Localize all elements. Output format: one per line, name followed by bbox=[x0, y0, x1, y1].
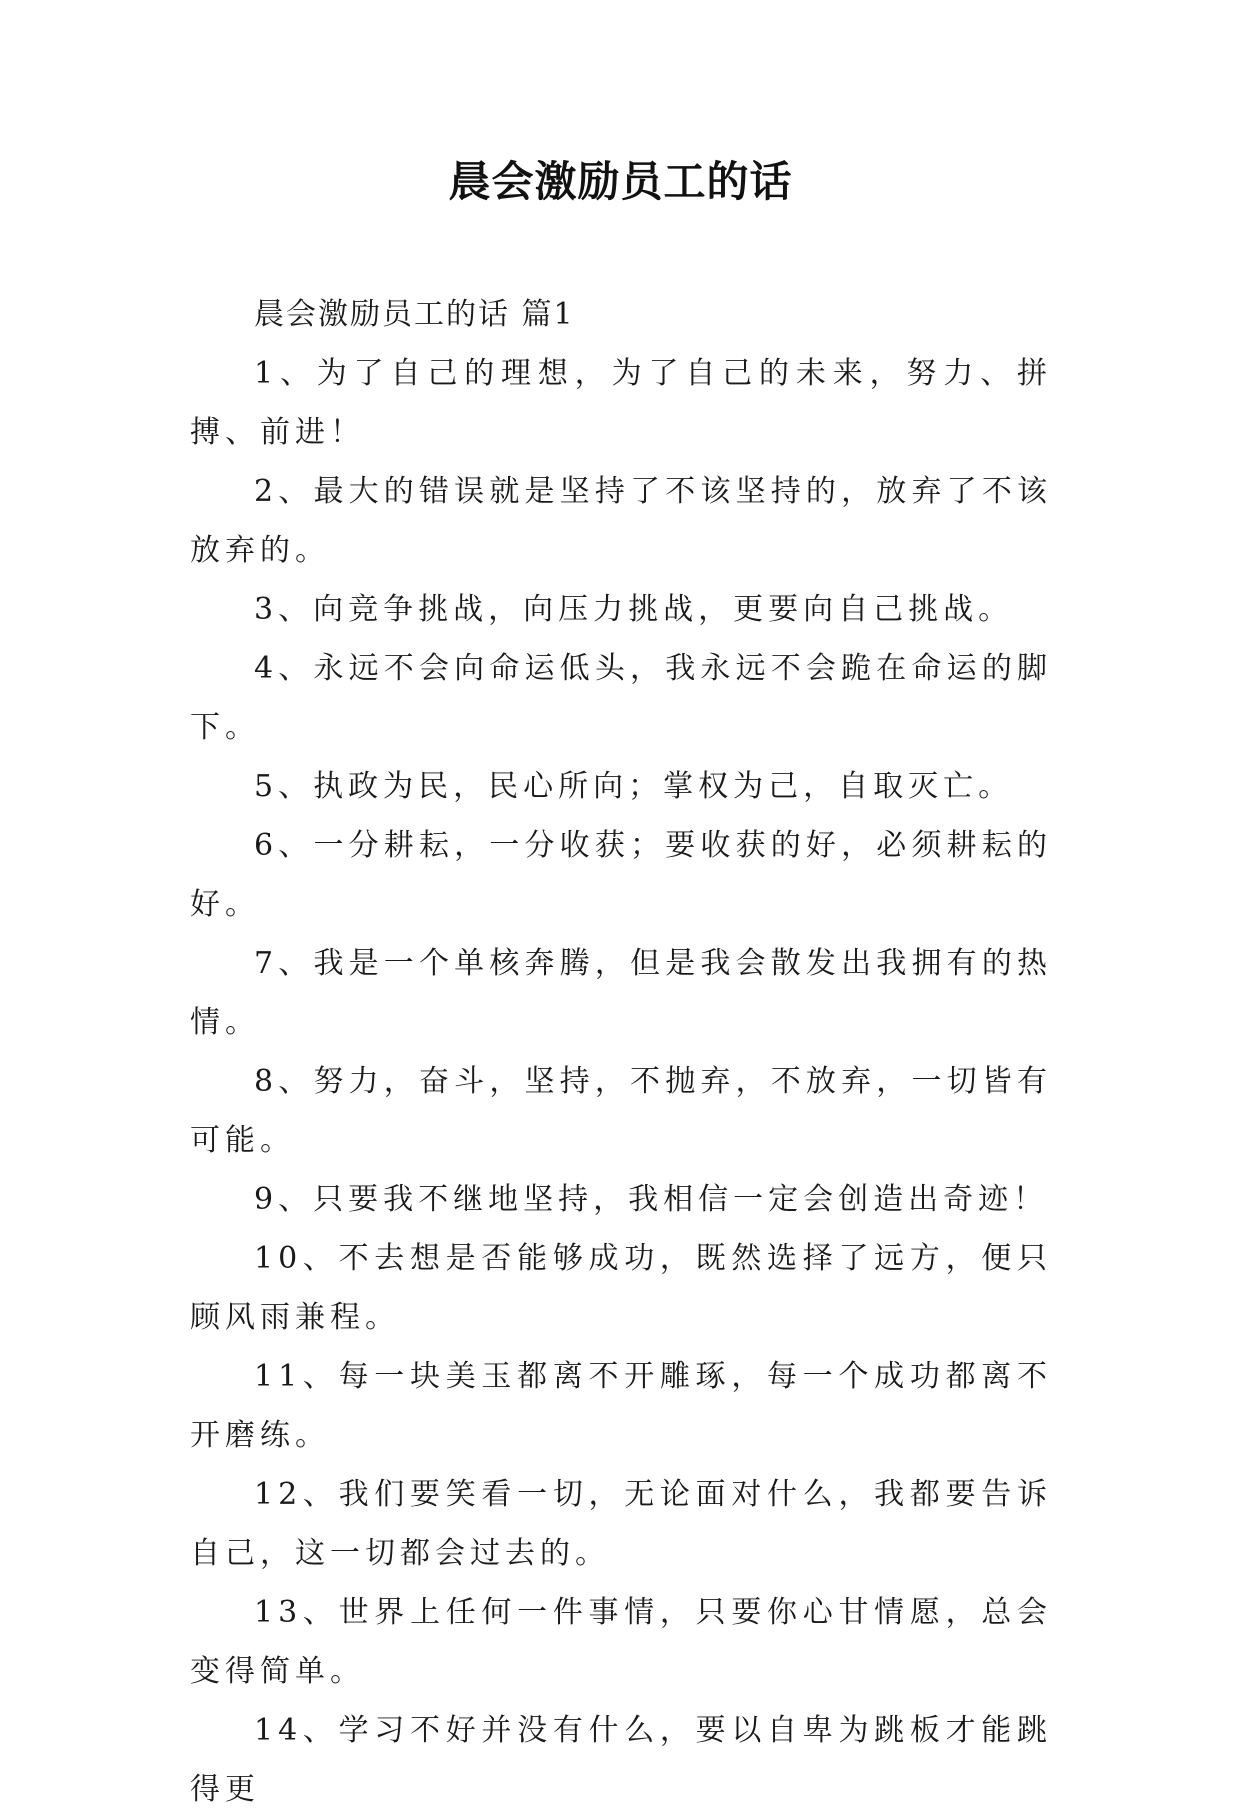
paragraph-2: 2、最大的错误就是坚持了不该坚持的，放弃了不该放弃的。 bbox=[190, 474, 1052, 568]
paragraph-14: 14、学习不好并没有什么，要以自卑为跳板才能跳得更 bbox=[190, 1713, 1052, 1807]
document-title: 晨会激励员工的话 bbox=[448, 157, 793, 206]
document-body bbox=[190, 285, 1052, 1819]
paragraph-12: 12、我们要笑看一切，无论面对什么，我都要告诉自己，这一切都会过去的。 bbox=[190, 1477, 1052, 1571]
paragraph-1: 1、为了自己的理想，为了自己的未来，努力、拼搏、前进！ bbox=[190, 356, 1052, 450]
paragraph-4: 4、永远不会向命运低头，我永远不会跪在命运的脚下。 bbox=[190, 651, 1052, 745]
paragraph-8: 8、努力，奋斗，坚持，不抛弃，不放弃，一切皆有可能。 bbox=[190, 1064, 1052, 1158]
paragraph-6: 6、一分耕耘，一分收获；要收获的好，必须耕耘的好。 bbox=[190, 828, 1052, 922]
paragraph-10: 10、不去想是否能够成功，既然选择了远方，便只顾风雨兼程。 bbox=[190, 1241, 1052, 1335]
paragraph-13: 13、世界上任何一件事情，只要你心甘情愿，总会变得简单。 bbox=[190, 1595, 1052, 1689]
paragraph-9: 9、只要我不继地坚持，我相信一定会创造出奇迹！ bbox=[254, 1182, 1049, 1217]
paragraph-3: 3、向竞争挑战，向压力挑战，更要向自己挑战。 bbox=[254, 592, 1014, 627]
paragraph-7: 7、我是一个单核奔腾，但是我会散发出我拥有的热情。 bbox=[190, 946, 1052, 1040]
section-heading: 晨会激励员工的话 篇1 bbox=[254, 297, 575, 332]
paragraph-11: 11、每一块美玉都离不开雕琢，每一个成功都离不开磨练。 bbox=[190, 1359, 1052, 1453]
paragraph-5: 5、执政为民，民心所向；掌权为己，自取灭亡。 bbox=[254, 769, 1014, 804]
